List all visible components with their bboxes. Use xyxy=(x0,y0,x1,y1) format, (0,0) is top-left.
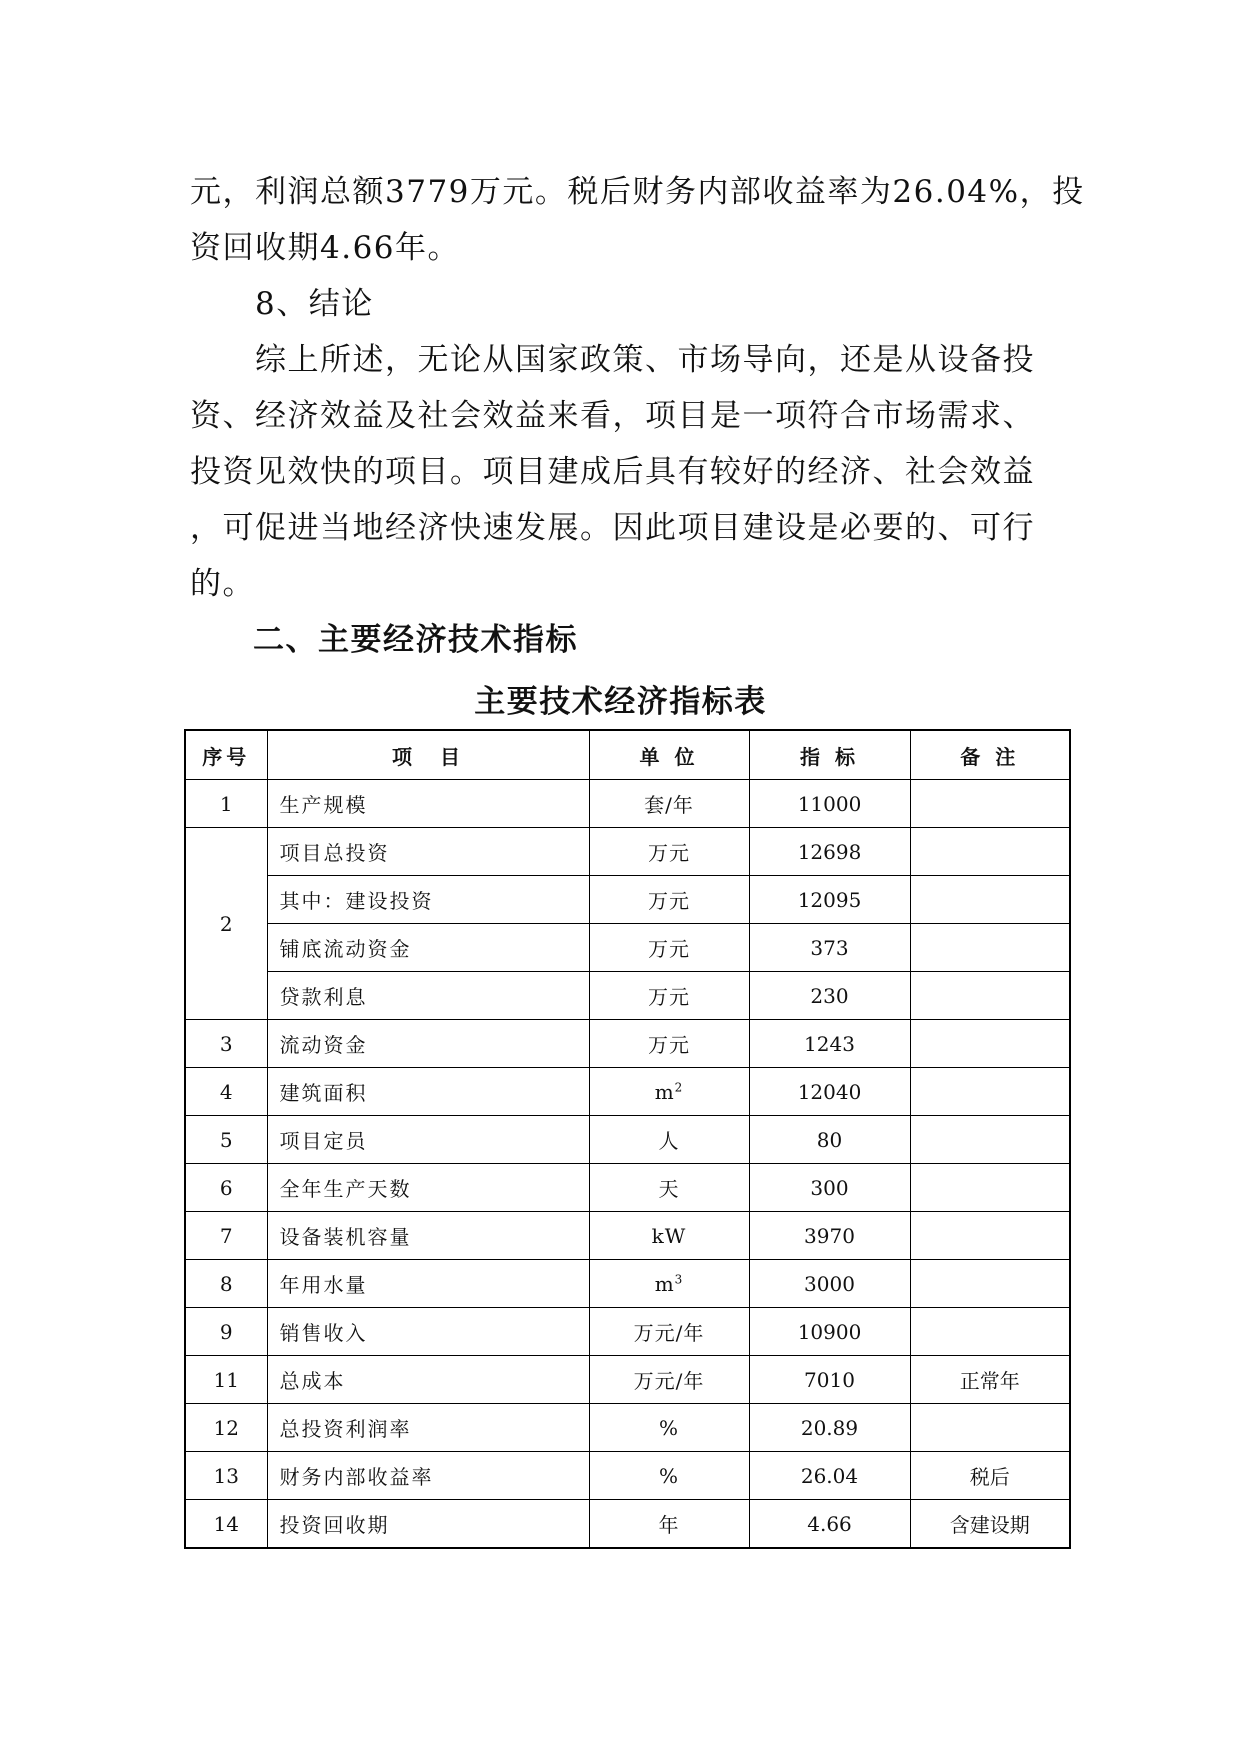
unit-text: m xyxy=(654,1271,675,1296)
cell-item: 全年生产天数 xyxy=(267,1164,589,1212)
cell-unit: 人 xyxy=(589,1116,749,1164)
cell-value: 26.04 xyxy=(749,1452,910,1500)
cell-note xyxy=(910,876,1070,924)
cell-value: 20.89 xyxy=(749,1404,910,1452)
cell-seq: 1 xyxy=(185,780,267,828)
cell-unit: 天 xyxy=(589,1164,749,1212)
table-row xyxy=(185,1404,1070,1452)
text-line: 综上所述，无论从国家政策、市场导向，还是从设备投 xyxy=(190,342,1035,378)
table-header-row xyxy=(185,730,1070,780)
cell-note xyxy=(910,1212,1070,1260)
header-value: 指 标 xyxy=(749,730,910,780)
cell-unit: 万元 xyxy=(589,924,749,972)
table-row xyxy=(185,924,1070,972)
cell-note xyxy=(910,780,1070,828)
cell-item: 流动资金 xyxy=(267,1020,589,1068)
cell-seq: 5 xyxy=(185,1116,267,1164)
unit-superscript: 2 xyxy=(674,1079,684,1094)
cell-item: 其中：建设投资 xyxy=(267,876,589,924)
table-title: 主要技术经济指标表 xyxy=(474,684,767,720)
table-row xyxy=(185,780,1070,828)
cell-note xyxy=(910,972,1070,1020)
cell-unit xyxy=(589,1260,749,1308)
cell-value: 1243 xyxy=(749,1020,910,1068)
cell-value: 12040 xyxy=(749,1068,910,1116)
cell-seq: 7 xyxy=(185,1212,267,1260)
table-row xyxy=(185,1116,1070,1164)
cell-unit: 万元/年 xyxy=(589,1356,749,1404)
cell-note xyxy=(910,1164,1070,1212)
header-note: 备 注 xyxy=(910,730,1070,780)
cell-note xyxy=(910,1308,1070,1356)
text-line: 资回收期4.66年。 xyxy=(190,230,461,266)
unit-text: m xyxy=(654,1079,675,1104)
cell-seq: 14 xyxy=(185,1500,267,1549)
text-line: 8、结论 xyxy=(190,286,374,322)
cell-item: 总投资利润率 xyxy=(267,1404,589,1452)
table-row xyxy=(185,1212,1070,1260)
text-line: 元，利润总额3779万元。税后财务内部收益率为26.04%，投 xyxy=(190,174,1085,210)
cell-unit: 万元 xyxy=(589,876,749,924)
text-line: 的。 xyxy=(190,566,255,602)
cell-value: 373 xyxy=(749,924,910,972)
cell-item: 生产规模 xyxy=(267,780,589,828)
cell-seq: 6 xyxy=(185,1164,267,1212)
cell-item: 贷款利息 xyxy=(267,972,589,1020)
cell-note: 含建设期 xyxy=(910,1500,1070,1549)
table-body xyxy=(185,780,1070,1549)
cell-item: 项目总投资 xyxy=(267,828,589,876)
cell-note xyxy=(910,924,1070,972)
cell-item: 铺底流动资金 xyxy=(267,924,589,972)
cell-item: 销售收入 xyxy=(267,1308,589,1356)
cell-note: 税后 xyxy=(910,1452,1070,1500)
cell-item: 总成本 xyxy=(267,1356,589,1404)
cell-value: 230 xyxy=(749,972,910,1020)
cell-value: 12698 xyxy=(749,828,910,876)
cell-seq: 4 xyxy=(185,1068,267,1116)
cell-seq: 8 xyxy=(185,1260,267,1308)
cell-value: 80 xyxy=(749,1116,910,1164)
cell-item: 项目定员 xyxy=(267,1116,589,1164)
cell-item: 设备装机容量 xyxy=(267,1212,589,1260)
cell-unit: 套/年 xyxy=(589,780,749,828)
table-row xyxy=(185,1308,1070,1356)
table-row xyxy=(185,1452,1070,1500)
table-row xyxy=(185,972,1070,1020)
cell-note xyxy=(910,1260,1070,1308)
section-heading: 二、主要经济技术指标 xyxy=(253,622,578,658)
table-row xyxy=(185,1500,1070,1549)
cell-unit: % xyxy=(589,1452,749,1500)
cell-unit: 万元/年 xyxy=(589,1308,749,1356)
cell-note xyxy=(910,1116,1070,1164)
paragraph-conclusion-heading xyxy=(190,276,1052,332)
cell-seq: 3 xyxy=(185,1020,267,1068)
header-unit: 单 位 xyxy=(589,730,749,780)
cell-value: 7010 xyxy=(749,1356,910,1404)
cell-unit: kW xyxy=(589,1212,749,1260)
cell-value: 4.66 xyxy=(749,1500,910,1549)
table-row xyxy=(185,1260,1070,1308)
cell-seq: 11 xyxy=(185,1356,267,1404)
cell-unit: % xyxy=(589,1404,749,1452)
table-row xyxy=(185,1164,1070,1212)
table-row xyxy=(185,876,1070,924)
indicators-table xyxy=(184,729,1071,1549)
cell-unit xyxy=(589,1068,749,1116)
paragraph-financial-summary xyxy=(190,164,1085,276)
paragraph-conclusion-body xyxy=(190,332,1052,612)
cell-value: 300 xyxy=(749,1164,910,1212)
cell-item: 财务内部收益率 xyxy=(267,1452,589,1500)
cell-item: 年用水量 xyxy=(267,1260,589,1308)
cell-unit: 万元 xyxy=(589,828,749,876)
cell-value: 12095 xyxy=(749,876,910,924)
cell-item: 建筑面积 xyxy=(267,1068,589,1116)
table-row xyxy=(185,1068,1070,1116)
cell-seq: 13 xyxy=(185,1452,267,1500)
cell-value: 3970 xyxy=(749,1212,910,1260)
cell-note xyxy=(910,828,1070,876)
table-row xyxy=(185,828,1070,876)
cell-note: 正常年 xyxy=(910,1356,1070,1404)
text-line: 资、经济效益及社会效益来看，项目是一项符合市场需求、 xyxy=(190,398,1035,434)
cell-unit: 万元 xyxy=(589,972,749,1020)
cell-note xyxy=(910,1020,1070,1068)
table-row xyxy=(185,1356,1070,1404)
table-row xyxy=(185,1020,1070,1068)
cell-unit: 年 xyxy=(589,1500,749,1549)
cell-note xyxy=(910,1068,1070,1116)
cell-seq: 2 xyxy=(185,828,267,1020)
cell-value: 3000 xyxy=(749,1260,910,1308)
cell-item: 投资回收期 xyxy=(267,1500,589,1549)
cell-value: 11000 xyxy=(749,780,910,828)
unit-superscript: 3 xyxy=(674,1271,684,1286)
cell-value: 10900 xyxy=(749,1308,910,1356)
text-line: 投资见效快的项目。项目建成后具有较好的经济、社会效益 xyxy=(190,454,1035,490)
cell-unit: 万元 xyxy=(589,1020,749,1068)
cell-seq: 9 xyxy=(185,1308,267,1356)
cell-note xyxy=(910,1404,1070,1452)
text-line: ，可促进当地经济快速发展。因此项目建设是必要的、可行 xyxy=(190,510,1035,546)
cell-seq: 12 xyxy=(185,1404,267,1452)
header-item: 项 目 xyxy=(267,730,589,780)
header-seq: 序号 xyxy=(185,730,267,780)
